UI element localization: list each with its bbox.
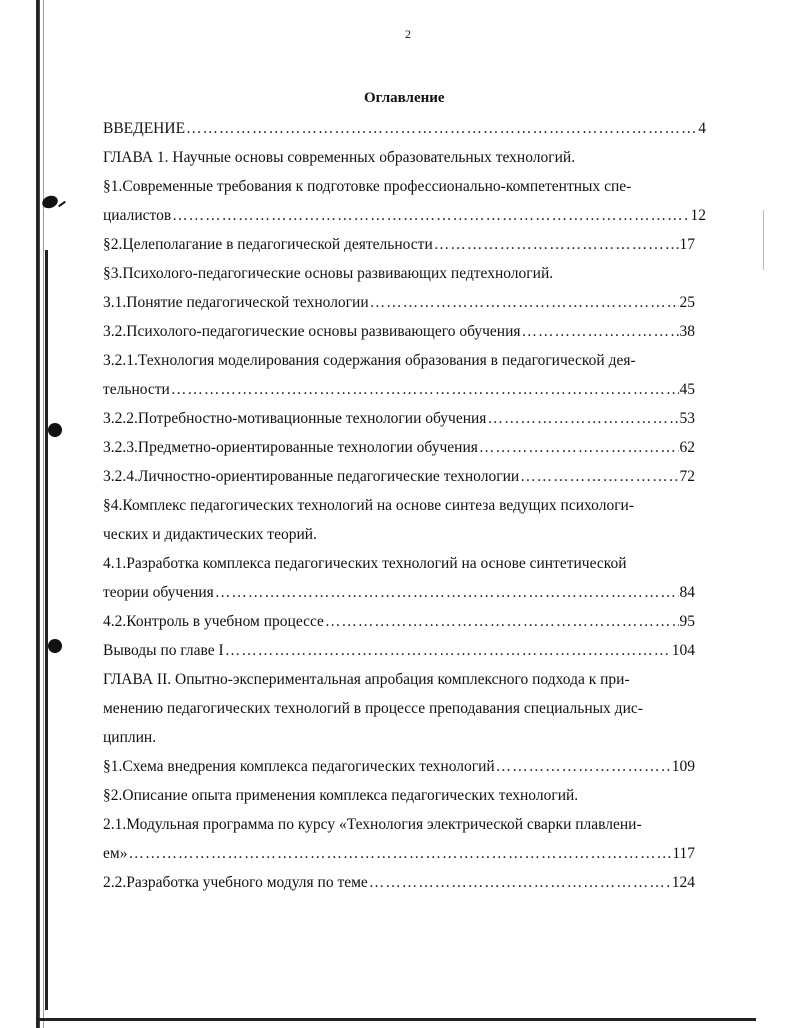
- toc-entry: [103, 553, 703, 575]
- toc-entry-title: 2.1.Модульная программа по курсу «Технология электрической сварки плавлени-: [103, 816, 642, 833]
- toc-entry-page-number: 12: [690, 207, 706, 224]
- toc-entry-leader-dots: [215, 582, 679, 604]
- toc-entry: [103, 756, 695, 778]
- toc-entry-leader-dots: [128, 843, 671, 865]
- page-number: 2: [405, 27, 411, 41]
- toc-entry: [103, 147, 703, 169]
- toc-entry-title: ВВЕДЕНИЕ: [103, 120, 186, 137]
- toc-entry-title: §1.Современные требования к подготовке профессионально-компетентных спе-: [103, 178, 632, 195]
- toc-entry-leader-dots: [487, 408, 678, 430]
- toc-entry-title: ГЛАВА 1. Научные основы современных образовательных технологий.: [103, 149, 576, 166]
- toc-entry: [103, 205, 706, 227]
- toc-entry-leader-dots: [171, 379, 679, 401]
- toc-entry: [103, 321, 695, 343]
- toc-heading: Оглавление: [364, 90, 445, 106]
- toc-entry-page-number: 124: [671, 874, 695, 891]
- toc-entry-title: Выводы по главе I: [103, 642, 224, 659]
- toc-entry: [103, 466, 695, 488]
- toc-entry: [103, 582, 695, 604]
- toc-entry: [103, 872, 695, 894]
- toc-entry-page-number: 17: [679, 236, 695, 253]
- toc-entry: [103, 698, 703, 720]
- toc-entry: [103, 727, 703, 749]
- toc-entry-leader-dots: [225, 640, 671, 662]
- toc-entry: [103, 495, 703, 517]
- toc-entry-title: 4.1.Разработка комплекса педагогических технологий на основе синтетической: [103, 555, 627, 572]
- toc-entry-page-number: 95: [679, 613, 695, 630]
- toc-entry-page-number: 109: [671, 758, 695, 775]
- toc-entry-leader-dots: [172, 205, 689, 227]
- toc-entry-leader-dots: [434, 234, 679, 256]
- toc-entry: [103, 176, 703, 198]
- toc-entry: [103, 437, 695, 459]
- toc-entry-leader-dots: [325, 611, 679, 633]
- toc-entry: [103, 640, 695, 662]
- toc-entry-title: ческих и дидактических теорий.: [103, 526, 317, 543]
- toc-entry-page-number: 72: [679, 468, 695, 485]
- toc-entry-title: §3.Психолого-педагогические основы развивающих педтехнологий.: [103, 265, 554, 282]
- toc-entry-page-number: 117: [672, 845, 695, 862]
- toc-entry-title: 3.1.Понятие педагогической технологии: [103, 294, 369, 311]
- toc-entry-leader-dots: [369, 872, 671, 894]
- toc-entry-leader-dots: [496, 756, 671, 778]
- toc-entry-title: 4.2.Контроль в учебном процессе: [103, 613, 324, 630]
- toc-entry: [103, 814, 703, 836]
- toc-entry: [103, 118, 706, 140]
- toc-entry: [103, 785, 703, 807]
- toc-entry: [103, 843, 695, 865]
- toc-entry-leader-dots: [522, 321, 679, 343]
- toc-entry-title: 3.2.2.Потребностно-мотивационные технологии обучения: [103, 410, 487, 427]
- toc-entry-title: §4.Комплекс педагогических технологий на основе синтеза ведущих психологи-: [103, 497, 635, 514]
- toc-entry: [103, 379, 695, 401]
- toc-entry-leader-dots: [186, 118, 697, 140]
- toc-entry-title: 2.2.Разработка учебного модуля по теме: [103, 874, 368, 891]
- toc-entry-page-number: 38: [679, 323, 695, 340]
- toc-entry-title: ем»: [103, 845, 128, 862]
- toc-entry-title: циплин.: [103, 729, 157, 746]
- toc-entry: [103, 524, 703, 546]
- toc-entry-title: тельности: [103, 381, 170, 398]
- toc-entry: [103, 350, 703, 372]
- toc-entry: [103, 611, 695, 633]
- toc-entry-page-number: 53: [679, 410, 695, 427]
- toc-entry-title: §2.Описание опыта применения комплекса педагогических технологий.: [103, 787, 579, 804]
- toc-entry: [103, 263, 703, 285]
- toc-entry: [103, 669, 703, 691]
- toc-entry: [103, 408, 695, 430]
- toc-entry-title: §2.Целеполагание в педагогической деятельности: [103, 236, 433, 253]
- toc-entry-page-number: 4: [698, 120, 706, 137]
- toc-entry-title: 3.2.3.Предметно-ориентированные технологии обучения: [103, 439, 478, 456]
- toc-entry-leader-dots: [479, 437, 679, 459]
- toc-entry-page-number: 25: [679, 294, 695, 311]
- toc-entry-title: §1.Схема внедрения комплекса педагогических технологий: [103, 758, 495, 775]
- toc-entry: [103, 234, 695, 256]
- toc-entry-title: 3.2.4.Личностно-ориентированные педагогические технологии: [103, 468, 520, 485]
- toc-entry-title: циалистов: [103, 207, 172, 224]
- toc-entry-page-number: 104: [671, 642, 695, 659]
- toc-entry-page-number: 45: [679, 381, 695, 398]
- toc-entry: [103, 292, 695, 314]
- toc-entry-leader-dots: [520, 466, 678, 488]
- toc-entry-page-number: 62: [679, 439, 695, 456]
- toc-entry-title: менению педагогических технологий в процессе преподавания специальных дис-: [103, 700, 643, 717]
- toc-entry-title: 3.2.1.Технология моделирования содержания образования в педагогической дея-: [103, 352, 636, 369]
- toc-entry-page-number: 84: [679, 584, 695, 601]
- toc-entry-leader-dots: [370, 292, 679, 314]
- toc-entry-title: теории обучения: [103, 584, 214, 601]
- toc-entry-title: ГЛАВА II. Опытно-экспериментальная апробация комплексного подхода к при-: [103, 671, 630, 688]
- toc-entry-title: 3.2.Психолого-педагогические основы развивающего обучения: [103, 323, 521, 340]
